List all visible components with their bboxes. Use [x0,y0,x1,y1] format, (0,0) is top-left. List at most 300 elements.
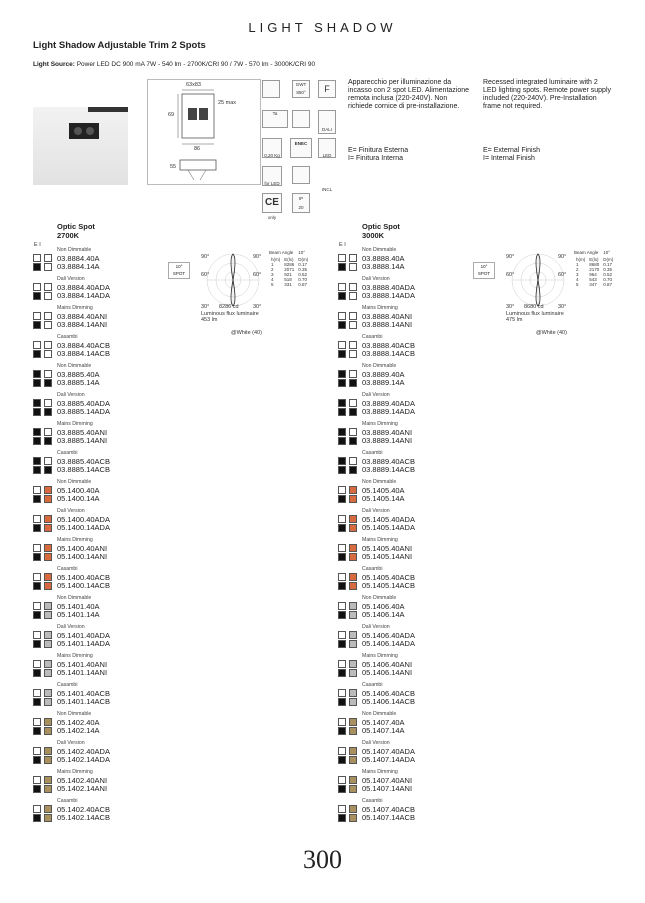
product-code-40: 05.1405.40ADA [362,515,415,524]
product-code-14: 05.1405.14ACB [362,581,415,590]
dimming-category: Non Dimmable [57,479,92,485]
beam-cell: 2 [576,267,579,272]
product-code-40: 03.8888.40ANI [362,312,413,321]
ip-label: IP [298,196,304,201]
product-code-14: 03.8884.14ANI [57,320,108,329]
swatch-int-bottom [44,814,52,822]
product-code-14: 03.8888.14ADA [362,291,415,300]
swatch-int-bottom [44,495,52,503]
dimming-category: Casambi [57,798,78,804]
product-code-14: 05.1401.14ANI [57,668,108,677]
polar-60r: 60° [558,272,567,278]
swatch-ext-top [33,573,41,581]
swatch-ext-bottom [338,669,346,677]
swatch-ext-top [338,660,346,668]
beam-row [574,282,615,287]
dim-top: 63x83 [186,82,201,88]
swatch-int-top [44,544,52,552]
product-code-14: 03.8889.14ADA [362,407,415,416]
optic-title [57,222,95,240]
product-code-40: 05.1407.40A [362,718,405,727]
dimming-category: Non Dimmable [362,479,397,485]
beam-angle: 10° [298,250,306,255]
swatch-ext-bottom [338,698,346,706]
product-code-14: 03.8885.14ANI [57,436,108,445]
led-only-icon: for LED only [262,166,282,186]
swatch-int-top [349,747,357,755]
swatch-ext-top [33,776,41,784]
swatch-int-top [349,399,357,407]
product-code-40: 05.1407.40ANI [362,776,413,785]
optic-title-text: Optic Spot [57,222,95,231]
product-code-14: 05.1407.14ACB [362,813,415,822]
swatch-int-top [349,718,357,726]
photo-edge [88,107,128,112]
light-source [33,61,315,68]
dimming-category: Casambi [57,566,78,572]
dimming-category: Dali Version [57,392,85,398]
product-code-14: 03.8885.14ADA [57,407,110,416]
beam-title: Beam Angle [574,250,599,255]
product-code-40: 05.1402.40ACB [57,805,110,814]
swatch-ext-top [338,428,346,436]
product-code-40: 03.8888.40ACB [362,341,415,350]
swatch-int-bottom [349,553,357,561]
swatch-ext-bottom [338,379,346,387]
swatch-int-bottom [349,669,357,677]
product-code-14: 05.1406.14A [362,610,405,619]
beam-cell: 921 [284,272,292,277]
swatch-int-bottom [44,263,52,271]
swatch-int-top [349,486,357,494]
beam-cell: 331 [284,282,292,287]
beam-cell: 2 [271,267,274,272]
swatch-int-top [349,312,357,320]
swatch-ext-bottom [338,814,346,822]
swatch-ext-bottom [33,640,41,648]
dimming-category: Mains Dimming [57,305,93,311]
beam-cell: 5 [576,282,579,287]
beam-cell: 4 [576,277,579,282]
swatch-ext-top [338,689,346,697]
swatch-ext-top [33,544,41,552]
flux-label: Luminous flux luminaire [201,311,259,317]
swatch-ext-top [33,602,41,610]
product-code-14: 05.1402.14ANI [57,784,108,793]
dimming-category: Non Dimmable [57,363,92,369]
product-code-40: 03.8889.40ACB [362,457,415,466]
dimming-category: Mains Dimming [362,421,398,427]
product-code-40: 05.1402.40ADA [57,747,110,756]
beam-table [574,250,615,287]
product-code-14: 03.8885.14ACB [57,465,110,474]
swatch-ext-bottom [33,553,41,561]
product-code-14: 03.8885.14A [57,378,100,387]
beam-values [574,257,615,287]
dimming-category: Non Dimmable [362,247,397,253]
beam-cell: 0.17 [603,262,613,267]
polar-60l: 60° [506,272,515,278]
swatch-ext-bottom [338,756,346,764]
product-code-14: 03.8889.14ACB [362,465,415,474]
beam-cell: 0.35 [603,267,613,272]
swatch-ext-top [33,689,41,697]
flux-value: 453 lm [201,317,218,323]
polar-90r: 90° [253,254,262,260]
swatch-ext-top [338,515,346,523]
swatch-int-top [44,631,52,639]
product-code-14: 05.1407.14A [362,726,405,735]
product-code-40: 05.1406.40ACB [362,689,415,698]
dimming-category: Dali Version [362,508,390,514]
product-code-40: 03.8889.40ANI [362,428,413,437]
swatch-int-bottom [44,611,52,619]
beam-header [269,250,310,255]
swatch-ext-bottom [33,524,41,532]
flux-label: Luminous flux luminaire [506,311,564,317]
swatch-int-bottom [349,437,357,445]
swatch-int-bottom [349,727,357,735]
ip-icon [292,193,310,213]
product-code-14: 05.1405.14ADA [362,523,415,532]
product-title: Light Shadow Adjustable Trim 2 Spots [33,40,206,51]
product-code-14: 05.1402.14ACB [57,813,110,822]
product-code-40: 05.1401.40ADA [57,631,110,640]
dimming-category: Mains Dimming [57,421,93,427]
swatch-ext-bottom [33,756,41,764]
beam-cell: 543 [589,277,597,282]
swatch-int-bottom [349,814,357,822]
beam-cell: 3 [576,272,579,277]
swatch-int-bottom [44,321,52,329]
lamp-icon [262,80,280,98]
photo-trim [69,123,99,139]
dimming-category: Casambi [362,450,383,456]
beam-cell: 8680 [589,262,600,267]
swatch-int-top [44,660,52,668]
product-code-40: 05.1402.40A [57,718,100,727]
product-code-40: 03.8888.40ADA [362,283,415,292]
spot-label: SPOT [172,271,186,276]
ce-icon: CE [262,193,282,213]
light-source-label: Light Source: [33,61,75,68]
product-code-14: 05.1400.14A [57,494,100,503]
product-code-40: 05.1400.40ANI [57,544,108,553]
dimming-category: Mains Dimming [362,305,398,311]
swatch-ext-top [338,399,346,407]
swatch-int-top [44,283,52,291]
swatch-int-top [349,254,357,262]
swatch-int-top [349,341,357,349]
product-code-40: 05.1402.40ANI [57,776,108,785]
swatch-ext-top [338,341,346,349]
swatch-ext-bottom [338,350,346,358]
product-code-14: 03.8888.14ACB [362,349,415,358]
swatch-ext-top [338,747,346,755]
dali-icon: DALI [318,110,336,134]
swatch-int-top [44,602,52,610]
polar-diagram [506,250,571,325]
dimming-category: Dali Version [362,276,390,282]
product-code-40: 03.8889.40ADA [362,399,415,408]
dimming-category: Dali Version [362,740,390,746]
product-code-40: 05.1406.40A [362,602,405,611]
beam-cell: 0.70 [603,277,613,282]
beam-cell: 0.70 [298,277,308,282]
swatch-ext-top [33,718,41,726]
swatch-ext-top [33,341,41,349]
swatch-int-bottom [44,408,52,416]
beam-cell: 2170 [589,267,600,272]
swatch-int-bottom [44,292,52,300]
swatch-ext-top [338,312,346,320]
swatch-int-top [349,631,357,639]
swatch-ext-top [33,486,41,494]
swatch-int-top [44,341,52,349]
beam-col-h: h(m) [271,257,281,262]
swatch-ext-top [33,283,41,291]
f-icon: F [318,80,336,98]
product-code-14: 03.8889.14ANI [362,436,413,445]
swatch-ext-bottom [338,437,346,445]
spot-degree: 10° [175,264,183,269]
swatch-ext-bottom [338,524,346,532]
dimming-category: Non Dimmable [57,711,92,717]
product-code-14: 05.1402.14ADA [57,755,110,764]
beam-cell: 1 [271,262,274,267]
product-code-14: 03.8884.14ACB [57,349,110,358]
beam-row [269,282,310,287]
swatch-ext-bottom [33,437,41,445]
swatch-ext-bottom [33,350,41,358]
swatch-int-top [349,515,357,523]
dimming-category: Non Dimmable [362,711,397,717]
swatch-int-top [349,776,357,784]
product-code-40: 05.1407.40ACB [362,805,415,814]
swatch-int-top [44,718,52,726]
gwt-icon: GWT 850° [292,80,310,98]
beam-cell: 347 [589,282,597,287]
finish-it-e: E= Finitura Esterna [348,147,409,154]
polar-white: @White (40) [231,330,262,336]
dimming-category: Casambi [57,682,78,688]
optic-section-2700k [33,222,323,822]
product-code-14: 05.1401.14ADA [57,639,110,648]
dimming-category: Mains Dimming [57,537,93,543]
beam-cell: 0.52 [298,272,308,277]
led-icon: LED INCL [318,138,336,158]
swatch-int-bottom [44,437,52,445]
swatch-ext-top [33,805,41,813]
swatch-int-bottom [349,263,357,271]
beam-values [269,257,310,287]
dimming-category: Casambi [362,566,383,572]
swatch-ext-top [338,486,346,494]
dimming-category: Casambi [57,334,78,340]
optic-temp: 2700K [57,231,80,240]
swatch-int-top [44,689,52,697]
dim-height: 69 [168,112,175,118]
swatch-ext-top [33,457,41,465]
swatch-ext-top [338,776,346,784]
swatch-ext-bottom [338,408,346,416]
polar-30r: 30° [253,304,262,310]
technical-drawing [147,79,261,185]
dimming-category: Dali Version [362,624,390,630]
swatch-int-bottom [349,698,357,706]
swatch-ext-bottom [33,669,41,677]
swatch-int-top [44,805,52,813]
flux-value: 475 lm [506,317,523,323]
dim-width: 86 [194,146,201,152]
product-code-14: 05.1400.14ADA [57,523,110,532]
product-code-40: 05.1400.40ACB [57,573,110,582]
swatch-ext-bottom [33,698,41,706]
swatch-int-top [349,573,357,581]
product-code-40: 05.1405.40ANI [362,544,413,553]
beam-cell: 964 [589,272,597,277]
dimming-category: Non Dimmable [57,595,92,601]
swatch-int-bottom [349,292,357,300]
swatch-ext-bottom [338,553,346,561]
product-photo [33,107,128,185]
swatch-ext-top [338,573,346,581]
product-code-40: 03.8885.40ANI [57,428,108,437]
product-code-14: 05.1405.14ANI [362,552,413,561]
beam-col-h: h(m) [576,257,586,262]
spot-label: SPOT [477,271,491,276]
beam-table [269,250,310,287]
optic-title-text: Optic Spot [362,222,400,231]
ip-value: 20 [298,205,304,210]
swatch-int-top [44,428,52,436]
swatch-int-bottom [44,466,52,474]
swatch-int-bottom [349,756,357,764]
dimming-category: Mains Dimming [362,537,398,543]
beam-header [574,250,615,255]
product-code-40: 03.8885.40A [57,370,100,379]
swatch-ext-bottom [33,727,41,735]
dimming-category: Casambi [362,334,383,340]
product-code-40: 05.1400.40A [57,486,100,495]
polar-90l: 90° [506,254,515,260]
dim-side: 25 max [218,100,237,106]
dimming-category: Mains Dimming [362,653,398,659]
polar-90r: 90° [558,254,567,260]
product-code-14: 05.1406.14ADA [362,639,415,648]
swatch-ext-bottom [338,727,346,735]
swatch-int-top [44,457,52,465]
finish-en-e: E= External Finish [483,147,540,154]
swatch-int-top [44,515,52,523]
beam-cell: 0.52 [603,272,613,277]
swatch-ext-bottom [338,640,346,648]
wiring-icon [292,110,310,128]
dim-cut: 55 [170,164,177,170]
swatch-int-bottom [44,727,52,735]
product-code-40: 05.1401.40ACB [57,689,110,698]
swatch-int-bottom [44,785,52,793]
product-code-14: 03.8884.14ADA [57,291,110,300]
square-icon [292,166,310,184]
brand-header: LIGHT SHADOW [248,20,397,35]
polar-peak: 8286 cd [219,304,239,310]
finish-en-i: I= Internal Finish [483,155,535,162]
swatch-ext-bottom [338,611,346,619]
swatch-int-bottom [349,350,357,358]
dimming-category: Non Dimmable [362,363,397,369]
dimming-category: Dali Version [57,508,85,514]
swatch-ext-bottom [33,466,41,474]
swatch-ext-bottom [338,263,346,271]
product-code-40: 05.1405.40A [362,486,405,495]
swatch-ext-top [338,283,346,291]
swatch-ext-bottom [33,379,41,387]
swatch-int-top [44,486,52,494]
product-code-14: 05.1400.14ANI [57,552,108,561]
product-code-40: 05.1401.40A [57,602,100,611]
dimming-category: Non Dimmable [362,595,397,601]
beam-title: Beam Angle [269,250,294,255]
spot-badge [168,262,190,279]
swatch-int-bottom [349,466,357,474]
swatch-int-bottom [44,524,52,532]
swatch-ext-bottom [338,466,346,474]
beam-cell: 4 [271,277,274,282]
product-code-14: 05.1407.14ANI [362,784,413,793]
swatch-ext-bottom [33,408,41,416]
beam-col-d: D(m) [603,257,614,262]
product-code-14: 05.1400.14ACB [57,581,110,590]
swatch-int-bottom [44,582,52,590]
dimming-category: Casambi [57,450,78,456]
swatch-ext-bottom [338,321,346,329]
swatch-ext-top [33,312,41,320]
product-code-40: 03.8889.40A [362,370,405,379]
swatch-int-bottom [349,495,357,503]
swatch-int-bottom [44,640,52,648]
swatch-ext-bottom [338,785,346,793]
swatch-ext-bottom [33,495,41,503]
description-en: Recessed integrated luminaire with 2 LED lighting spots. Remote power supply included (220-240V). Pre-Installation frame not required. [483,79,612,110]
polar-30l: 30° [506,304,515,310]
product-code-40: 05.1406.40ADA [362,631,415,640]
enec-icon: ENEC [290,138,312,158]
swatch-int-top [349,805,357,813]
swatch-int-bottom [44,756,52,764]
swatch-int-bottom [349,611,357,619]
swatch-ext-top [33,660,41,668]
ei-header: E I [34,242,41,248]
swatch-ext-bottom [33,814,41,822]
ta-icon: Ta [262,110,288,128]
page-number: 300 [303,845,342,874]
dimming-category: Dali Version [362,392,390,398]
beam-cell: 0.87 [603,282,613,287]
product-code-14: 05.1406.14ACB [362,697,415,706]
product-code-14: 03.8888.14ANI [362,320,413,329]
swatch-int-bottom [44,379,52,387]
swatch-ext-bottom [33,321,41,329]
product-code-40: 05.1406.40ANI [362,660,413,669]
swatch-int-bottom [349,582,357,590]
swatch-ext-top [338,631,346,639]
dimming-category: Dali Version [57,624,85,630]
product-code-40: 03.8884.40ADA [57,283,110,292]
swatch-int-top [44,776,52,784]
product-code-14: 03.8888.14A [362,262,405,271]
polar-30r: 30° [558,304,567,310]
